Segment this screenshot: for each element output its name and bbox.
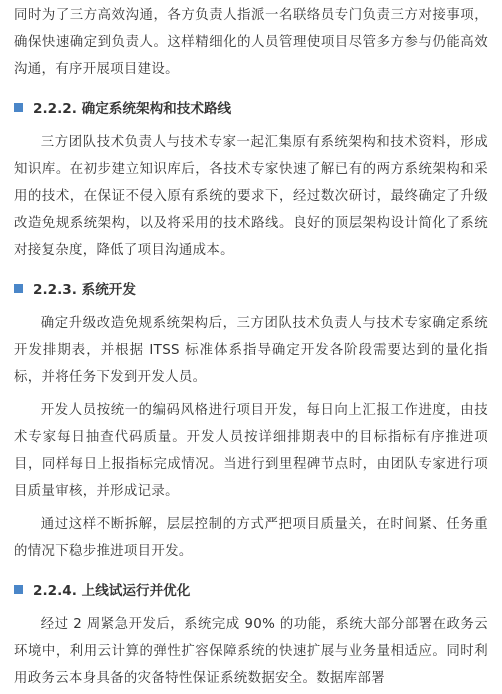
paragraph-quality: 通过这样不断拆解，层层控制的方式严把项目质量关，在时间紧、任务重的情况下稳步推进项目开发。 [14,517,488,559]
heading-square-icon [14,284,23,293]
heading-text: 2.2.2. 确定系统架构和技术路线 [33,101,232,117]
paragraph-coding: 开发人员按统一的编码风格进行项目开发，每日向上汇报工作进度，由技术专家每日抽查代码质量。开发人员按详细排期表中的目标指标有序推进项目，同样每日上报指标完成情况。当进行到里程碑节点时，由团队专家进行项目质量审核，并形成记录。 [14,403,488,499]
paragraph-architecture: 三方团队技术负责人与技术专家一起汇集原有系统架构和技术资料，形成知识库。在初步建立知识库后，各技术专家快速了解已有的两方系统架构和采用的技术，在保证不侵入原有系统的要求下，经过数次研讨，最终确定了升级改造免规系统架构，以及将采用的技术路线。良好的顶层架构设计简化了系统对接复杂度，降低了项目沟通成本。 [14,135,488,258]
section-heading-architecture [14,93,488,121]
paragraph-schedule: 确定升级改造免规系统架构后，三方团队技术负责人与技术专家确定系统开发排期表，并根据 ITSS 标准体系指导确定开发各阶段需要达到的量化指标，并将任务下发到开发人员。 [14,316,488,385]
heading-text: 2.2.4. 上线试运行并优化 [33,583,191,599]
heading-square-icon [14,103,23,112]
section-heading-development [14,274,488,302]
paragraph-deployment: 经过 2 周紧急开发后，系统完成 90% 的功能，系统大部分部署在政务云环境中，利用云计算的弹性扩容保障系统的快速扩展与业务量相适应。同时利用政务云本身具备的灾备特性保证系统数据安全。数据库部署 [14,617,488,686]
heading-text: 2.2.3. 系统开发 [33,282,136,298]
paragraph-liaison: 同时为了三方高效沟通，各方负责人指派一名联络员专门负责三方对接事项，确保快速确定到负责人。这样精细化的人员管理使项目尽管多方参与仍能高效沟通，有序开展项目建设。 [14,8,488,77]
section-heading-launch [14,575,488,603]
heading-square-icon [14,585,23,594]
